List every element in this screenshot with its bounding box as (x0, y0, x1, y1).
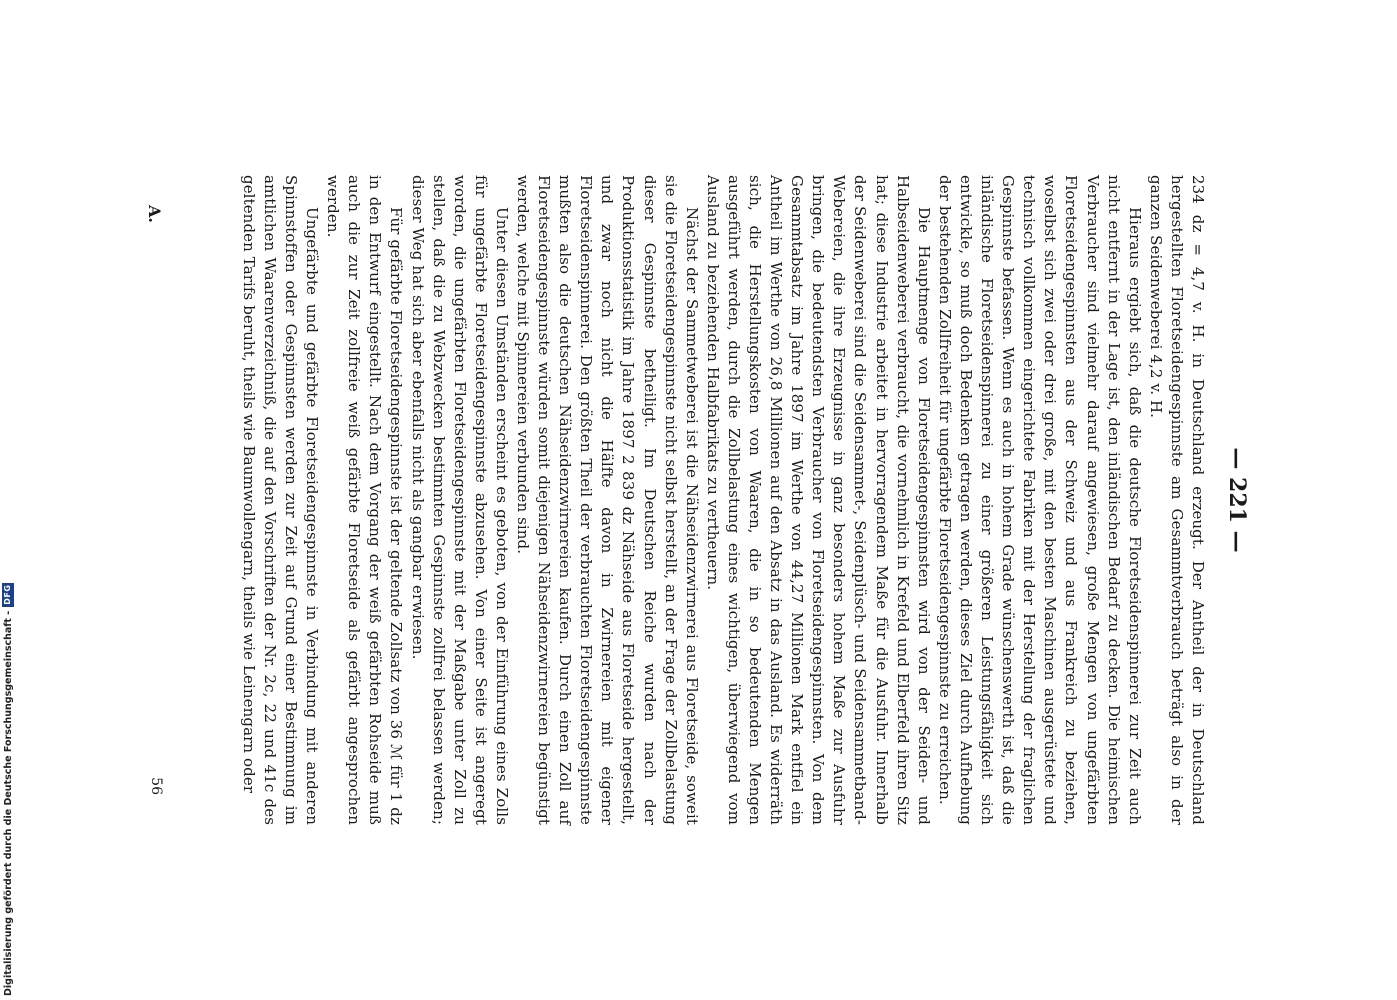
signature-mark: A. (145, 205, 164, 223)
paragraph-2: Hieraus ergiebt sich, daß die deutsche Floretseidenspinnerei zur Zeit auch nicht entfernt in der Lage ist, den inländischen Bedarf zu decken. Die heimischen Verbraucher sind vielmehr darauf angewiesen, große Mengen von ungefärbten Floretseidengespinnsten aus der Schweiz und aus Frankreich zu beziehen, woselbst sich zwei oder drei große, mit den besten Maschinen ausgerüstete und technisch vollkommen eingerichtete Fabriken mit der Herstellung der fraglichen Gespinnste befassen. Wenn es auch in hohem Grade wünschenswerth ist, daß die inländische Floretseidenspinnerei zu einer größeren Leistungsfähigkeit sich entwickle, so muß doch Bedenken getragen werden, dieses Ziel durch Aufhebung der bestehenden Zollfreiheit für ungefärbte Floretseidengespinnste zu erreichen. (935, 175, 1144, 825)
paragraph-6: Für gefärbte Floretseidengespinnste ist der geltende Zollsatz von 36 ℳ für 1 dz in den Entwurf eingestellt. Nach dem Vorgang der weiß gefärbten Rohseide muß auch die zur Zeit zollfreie weiß gefärbte Floretseide als gefärbt angesprochen werden. (324, 175, 406, 825)
page-number: — 221 — (1224, 447, 1250, 553)
paragraph-3: Die Hauptmenge von Floretseidengespinnsten wird von der Seiden- und Halbseidenweberei verbraucht, die vornehmlich in Krefeld und Elberfeld ihren Sitz hat; diese Industrie arbeitet in hervorragendem Maße für die Ausfuhr. Innerhalb der Seidenweberei sind die Seidensammet-, Seidenplüsch- und Seidensammetband-Webereien, die ihre Erzeugnisse in ganz besonders hohem Maße zur Ausfuhr bringen, die bedeutendsten Verbraucher von Floretseidengespinnsten. Von dem Gesammtabsatz im Jahre 1897 im Werthe von 44,27 Millionen Mark entfiel ein Antheil im Werthe von 26,8 Millionen auf den Absatz in das Ausland. Es widerräth sich, die Herstellungskosten von Waaren, die in so bedeutenden Mengen ausgeführt werden, durch die Zollbelastung eines wichtigen, überwiegend vom Ausland zu beziehenden Halbfabrikats zu vertheuern. (703, 175, 933, 825)
document-page (137, 175, 1252, 825)
paragraph-1: 234 dz = 4,7 v. H. in Deutschland erzeugt. Der Antheil der in Deutschland hergestellten Floretseidengespinnste am Gesammtverbrauch beträgt also in der ganzen Seidenweberei 4,2 v. H. (1146, 175, 1207, 825)
paragraph-4: Nächst der Sammetweberei ist die Nähseidenzwirnerei aus Floretseide, soweit sie die Floretseidengespinnste nicht selbst herstellt, an der Frage der Zollbelastung dieser Gespinnste betheiligt. Im Deutschen Reiche wurden nach der Produktionsstatistik im Jahre 1897 2 839 dz Nähseide aus Floretseide hergestellt, und zwar noch nicht die Hälfte davon in Zwirnereien mit eigener Floretseidenspinnerei. Den größten Theil der verbrauchten Floretseidengespinnste mußten also die deutschen Nähseidenzwirnereien kaufen. Durch einen Zoll auf Floretseidengespinnste würden somit diejenigen Nähseidenzwirnereien begünstigt werden, welche mit Spinnereien verbunden sind. (514, 175, 701, 825)
sheet-number: 56 (148, 777, 164, 795)
credit-text: Digitalisierung gefördert durch die Deutsche Forschungsgemeinschaft - (2, 610, 14, 996)
page-body (238, 175, 1208, 825)
paragraph-7: Ungefärbte und gefärbte Floretseidengespinnste in Verbindung mit anderen Spinnstoffen oder Gespinnsten werden zur Zeit auf Grund einer Bestimmung im amtlichen Waarenverzeichniß, die auf den Vorschriften der Nr. 2c, 22 und 41c des geltenden Tarifs beruht, theils wie Baumwollengarn, theils wie Leinengarn oder (239, 175, 322, 825)
paragraph-5: Unter diesen Umständen erscheint es geboten, von der Einführung eines Zolls für ungefärbte Floretseidengespinnste abzusehen. Von einer Seite ist angeregt worden, die ungefärbten Floretseidengespinnste mit der Maßgabe unter Zoll zu stellen, daß die zu Webzwecken bestimmten Gespinnste zollfrei belassen werden; dieser Weg hat sich aber ebenfalls nicht als gangbar erwiesen. (408, 175, 511, 825)
digitization-credit (0, 0, 14, 1000)
dfg-logo: DFG (3, 584, 12, 605)
